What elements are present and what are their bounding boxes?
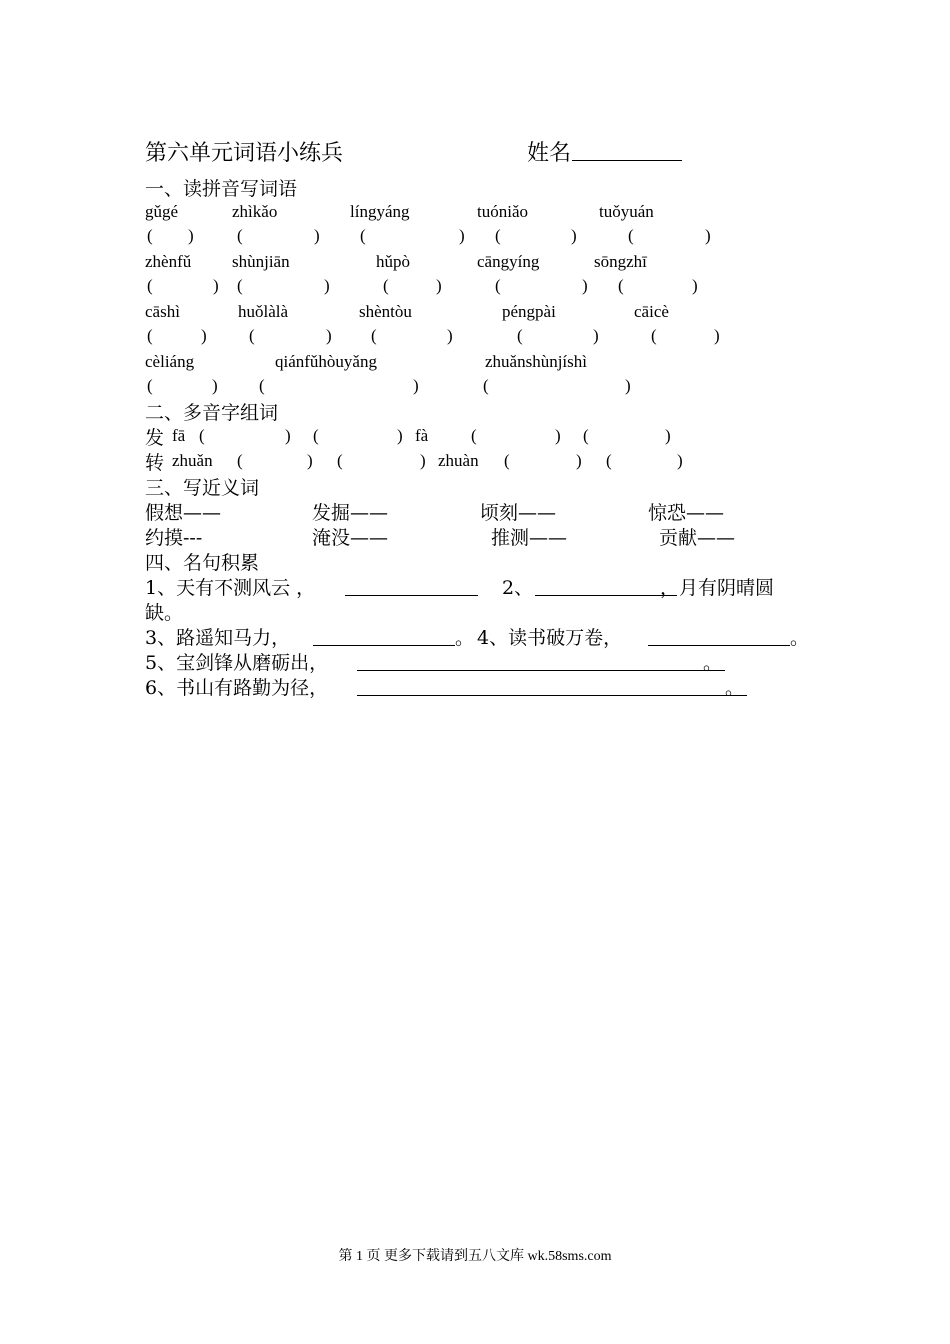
pinyin: shèntòu [359,302,412,321]
quote-1-prompt: 1、天有不测风云 ， [145,577,316,599]
quote-5-blank[interactable] [357,670,725,671]
answer-paren-open: ( [313,426,319,445]
quote-6-prompt: 6、书山有路勤为径， [145,677,329,699]
pinyin: tuóniǎo [477,202,528,221]
name-field-line[interactable] [572,160,682,161]
quote-4-blank[interactable] [648,645,790,646]
quote-2-tail: ，月有阴晴圆 [660,577,775,599]
pinyin: língyáng [350,202,410,221]
polyphone-reading: zhuàn [438,451,479,470]
answer-paren-close: ) [307,451,313,470]
pinyin: zhuǎnshùnjíshì [485,352,587,371]
answer-paren-close: ) [571,226,577,245]
synonym-item: 假想—— [145,502,222,524]
answer-paren-close: ) [420,451,426,470]
answer-paren-close: ) [692,276,698,295]
answer-paren-close: ) [576,451,582,470]
page-title: 第六单元词语小练兵 [145,141,344,166]
pinyin: cāicè [634,302,669,321]
quote-2-blank[interactable] [535,595,677,596]
answer-paren-open: ( [237,451,243,470]
answer-paren-open: ( [147,226,153,245]
synonym-item: 贡献—— [659,527,736,549]
answer-paren-open: ( [383,276,389,295]
answer-paren-open: ( [237,226,243,245]
quote-3-blank[interactable] [313,645,455,646]
quote-4-end: 。 [790,627,810,649]
pinyin: zhìkǎo [232,202,278,221]
section-4-heading: 四、名句积累 [145,552,260,574]
answer-paren-open: ( [618,276,624,295]
answer-paren-close: ) [212,376,218,395]
polyphone-char: 发 [145,427,165,449]
answer-paren-close: ) [413,376,419,395]
answer-paren-open: ( [199,426,205,445]
pinyin: cāshì [145,302,180,321]
quote-1-blank[interactable] [345,595,478,596]
pinyin: gǔgé [145,202,179,221]
synonym-item: 惊恐—— [648,502,725,524]
quote-2-wrap: 缺。 [145,602,184,624]
quote-4-prompt: 4、读书破万卷， [477,627,623,649]
answer-paren-open: ( [583,426,589,445]
answer-paren-open: ( [371,326,377,345]
answer-paren-close: ) [213,276,219,295]
answer-paren-close: ) [582,276,588,295]
answer-paren-close: ) [593,326,599,345]
answer-paren-close: ) [677,451,683,470]
answer-paren-close: ) [625,376,631,395]
answer-paren-open: ( [147,326,153,345]
answer-paren-open: ( [504,451,510,470]
quote-6-blank[interactable] [357,695,747,696]
polyphone-reading: fà [415,426,429,445]
section-2-heading: 二、多音字组词 [145,402,279,424]
answer-paren-close: ) [459,226,465,245]
pinyin: cāngyíng [477,252,540,271]
polyphone-char: 转 [145,452,165,474]
answer-paren-close: ) [705,226,711,245]
answer-paren-close: ) [285,426,291,445]
synonym-item: 顷刻—— [480,502,557,524]
quote-5-end: 。 [703,652,723,674]
answer-paren-open: ( [360,226,366,245]
quote-3-end: 。 [455,627,475,649]
name-label: 姓名 [527,141,572,166]
pinyin: cèliáng [145,352,195,371]
pinyin: hǔpò [376,252,410,271]
pinyin: tuǒyuán [599,202,654,221]
answer-paren-close: ) [436,276,442,295]
answer-paren-close: ) [324,276,330,295]
synonym-item: 推测—— [491,527,568,549]
answer-paren-open: ( [471,426,477,445]
section-3-heading: 三、写近义词 [145,477,260,499]
answer-paren-open: ( [495,226,501,245]
answer-paren-open: ( [517,326,523,345]
synonym-item: 发掘—— [312,502,389,524]
page-footer: 第 1 页 更多下载请到五八文库 wk.58sms.com [338,1249,612,1264]
quote-3-prompt: 3、路遥知马力， [145,627,291,649]
answer-paren-open: ( [237,276,243,295]
pinyin: sōngzhī [594,252,647,271]
pinyin: shùnjiān [232,252,290,271]
polyphone-reading: zhuǎn [172,451,213,470]
answer-paren-open: ( [483,376,489,395]
answer-paren-close: ) [314,226,320,245]
answer-paren-open: ( [249,326,255,345]
answer-paren-close: ) [447,326,453,345]
answer-paren-open: ( [606,451,612,470]
quote-6-end: 。 [725,677,745,699]
pinyin: péngpài [502,302,556,321]
answer-paren-close: ) [714,326,720,345]
answer-paren-open: ( [147,276,153,295]
answer-paren-open: ( [495,276,501,295]
quote-2-prompt: 2、 [502,577,534,599]
answer-paren-close: ) [555,426,561,445]
pinyin: qiánfǔhòuyǎng [275,352,377,371]
answer-paren-close: ) [201,326,207,345]
answer-paren-open: ( [651,326,657,345]
section-1-heading: 一、读拼音写词语 [145,178,298,200]
answer-paren-open: ( [147,376,153,395]
synonym-item: 淹没—— [312,527,389,549]
answer-paren-open: ( [337,451,343,470]
answer-paren-close: ) [326,326,332,345]
pinyin: zhènfǔ [145,252,192,271]
answer-paren-open: ( [628,226,634,245]
pinyin: huǒlàlà [238,302,289,321]
quote-5-prompt: 5、宝剑锋从磨砺出， [145,652,329,674]
answer-paren-close: ) [188,226,194,245]
synonym-item: 约摸--- [145,527,203,549]
answer-paren-close: ) [665,426,671,445]
polyphone-reading: fā [172,426,186,445]
answer-paren-open: ( [259,376,265,395]
answer-paren-close: ) [397,426,403,445]
